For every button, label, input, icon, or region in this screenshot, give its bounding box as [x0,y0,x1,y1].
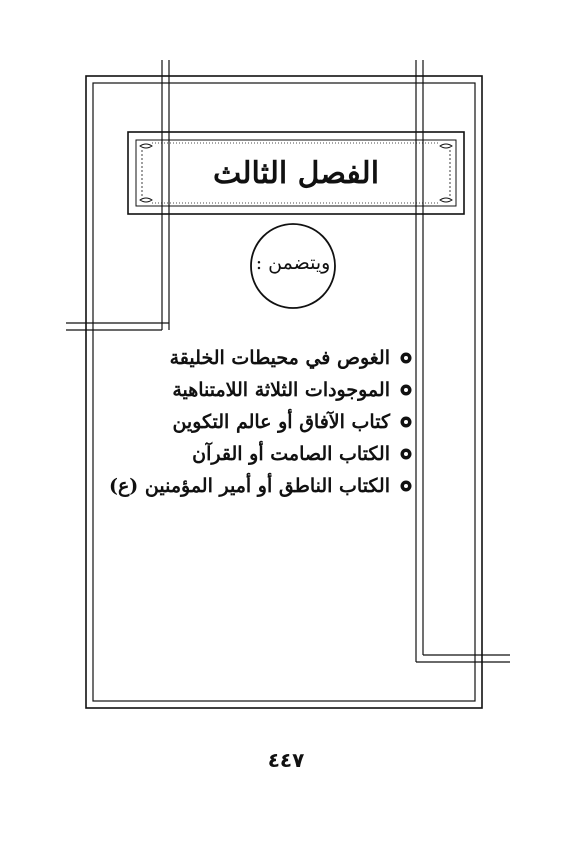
topic-item [150,406,412,438]
topic-text: الغوص في محيطات الخليقة [169,347,390,369]
topic-text: الكتاب الصامت أو القرآن [192,443,390,465]
bullet-icon [400,448,412,460]
chapter-title: الفصل الثالث [212,155,380,191]
bullet-icon [400,480,412,492]
bullet-icon [400,384,412,396]
topic-item [150,374,412,406]
page-number: ٤٤٧ [267,748,305,772]
topic-text: الكتاب الناطق أو أمير المؤمنين (ع) [108,475,390,497]
topic-text: كتاب الآفاق أو عالم التكوين [172,411,390,433]
topic-item [108,470,412,502]
chapter-title-box [128,132,464,214]
topics-list [108,342,412,502]
topic-text: الموجودات الثلاثة اللامتناهية [172,379,390,401]
bullet-icon [400,416,412,428]
contains-label: ويتضمن : [255,252,331,274]
topic-item [150,342,412,374]
topic-item [150,438,412,470]
bullet-icon [400,352,412,364]
